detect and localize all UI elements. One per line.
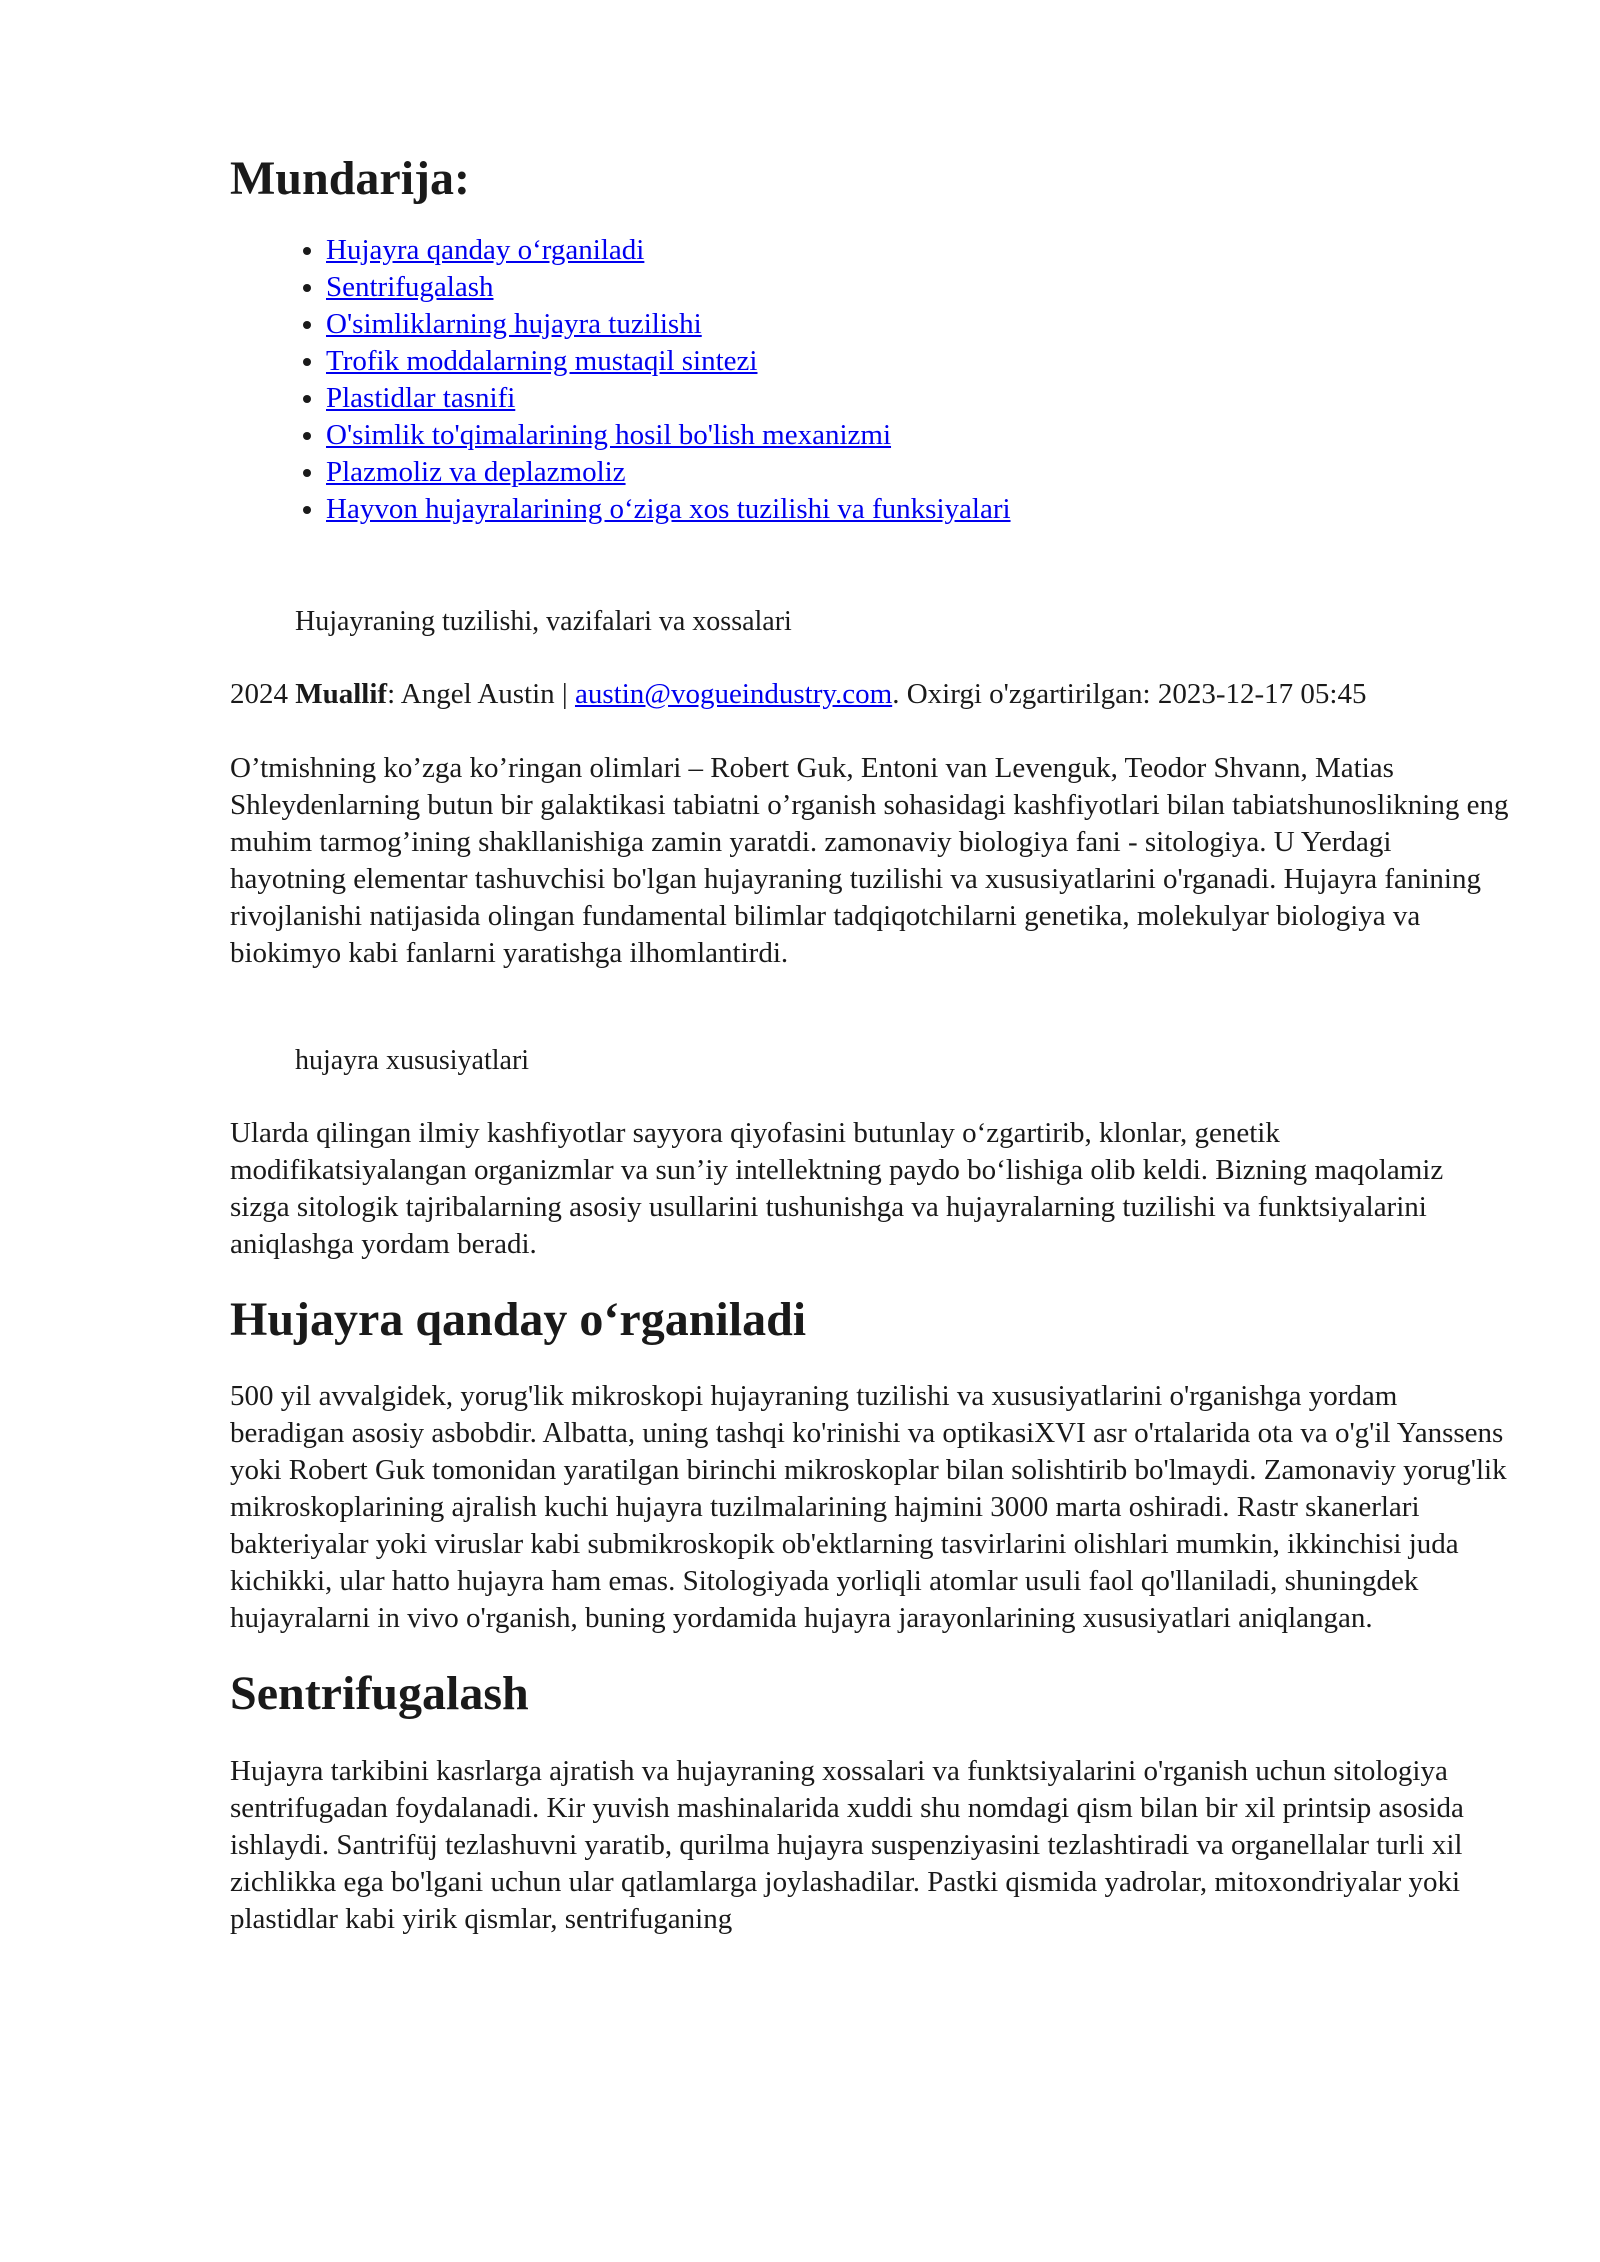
toc-link[interactable]: O'simlik to'qimalarining hosil bo'lish mexanizmi: [326, 418, 892, 451]
article-page: [230, 150, 1510, 1938]
toc-link[interactable]: Sentrifugalash: [326, 270, 494, 303]
toc-link[interactable]: Trofik moddalarning mustaqil sintezi: [326, 344, 758, 377]
image-caption: Hujayraning tuzilishi, vazifalari va xossalari: [295, 605, 792, 637]
body-paragraph: Ularda qilingan ilmiy kashfiyotlar sayyora qiyofasini butunlay o‘zgartirib, klonlar, genetik modifikatsiyalangan organizmlar va sun’iy intellektning paydo bo‘lishiga olib keldi. Bizning maqolamiz sizga sitologik tajribalarning asosiy usullarini tushunishga va hujayralarning tuzilishi va funktsiyalarini aniqlashga yordam beradi.: [230, 1116, 1444, 1260]
toc-title: Mundarija:: [230, 152, 470, 205]
toc-link[interactable]: Hayvon hujayralarining o‘ziga xos tuzilishi va funksiyalari: [326, 492, 1011, 525]
meta-modified: . Oxirgi o'zgartirilgan: 2023-12-17 05:45: [892, 677, 1367, 710]
meta-author: : Angel Austin |: [387, 677, 575, 710]
toc-link[interactable]: Plazmoliz va deplazmoliz: [326, 455, 626, 488]
section-heading: Sentrifugalash: [230, 1667, 529, 1721]
table-of-contents: [230, 232, 1510, 528]
section-paragraph: 500 yil avvalgidek, yorug'lik mikroskopi hujayraning tuzilishi va xususiyatlarini o'rganishga yordam beradigan asosiy asbobdir. Albatta, uning tashqi ko'rinishi va optikasiXVI asr o'rtalarida ota va o'g'il Yanssens yoki Robert Guk tomonidan yaratilgan birinchi mikroskoplar bilan solishtirib bo'lmaydi. Zamonaviy yorug'lik mikroskoplarining ajralish kuchi hujayra tuzilmalarining hajmini 3000 marta oshiradi. Rastr skanerlari bakteriyalar yoki viruslar kabi submikroskopik ob'ektlarning tasvirlarini olishlari mumkin, ikkinchisi juda kichikki, ular hatto hujayra ham emas. Sitologiyada yorliqli atomlar usuli faol qo'llaniladi, shuningdek hujayralarni in vivo o'rganish, buning yordamida hujayra jarayonlarining xususiyatlari aniqlangan.: [230, 1380, 1507, 1635]
toc-link[interactable]: Hujayra qanday o‘rganiladi: [326, 233, 645, 266]
article-meta: [230, 676, 1510, 713]
meta-year: 2024: [230, 677, 288, 710]
toc-item: [326, 417, 1510, 454]
section-heading: Hujayra qanday o‘rganiladi: [230, 1292, 807, 1346]
toc-link[interactable]: Plastidlar tasnifi: [326, 381, 516, 414]
toc-item: [326, 491, 1510, 528]
toc-item: [326, 380, 1510, 417]
toc-item: [326, 306, 1510, 343]
section-paragraph: Hujayra tarkibini kasrlarga ajratish va hujayraning xossalari va funktsiyalarini o'rganish uchun sitologiya sentrifugadan foydalanadi. Kir yuvish mashinalarida xuddi shu nomdagi qism bilan bir xil printsip asosida ishlaydi. Santrifüj tezlashuvni yaratib, qurilma hujayra suspenziyasini tezlashtiradi va organellalar turli xil zichlikka ega bo'lgani uchun ular qatlamlarga joylashadilar. Pastki qismida yadrolar, mitoxondriyalar yoki plastidlar kabi yirik qismlar, sentrifuganing: [230, 1754, 1464, 1935]
meta-author-label: Muallif: [295, 677, 388, 710]
author-email-link[interactable]: austin@vogueindustry.com: [574, 677, 893, 710]
toc-link[interactable]: O'simliklarning hujayra tuzilishi: [326, 307, 702, 340]
toc-item: [326, 269, 1510, 306]
toc-item: [326, 454, 1510, 491]
toc-item: [326, 343, 1510, 380]
image-caption: hujayra xususiyatlari: [295, 1044, 530, 1076]
toc-item: [326, 232, 1510, 269]
intro-paragraph: O’tmishning ko’zga ko’ringan olimlari – Robert Guk, Entoni van Levenguk, Teodor Shvann, Matias Shleydenlarning butun bir galaktikasi tabiatni o’rganish sohasidagi kashfiyotlari bilan tabiatshunoslikning eng muhim tarmog’ining shakllanishiga zamin yaratdi. zamonaviy biologiya fani - sitologiya. U Yerdagi hayotning elementar tashuvchisi bo'lgan hujayraning tuzilishi va xususiyatlarini o'rganadi. Hujayra fanining rivojlanishi natijasida olingan fundamental bilimlar tadqiqotchilarni genetika, molekulyar biologiya va biokimyo kabi fanlarni yaratishga ilhomlantirdi.: [230, 751, 1509, 969]
